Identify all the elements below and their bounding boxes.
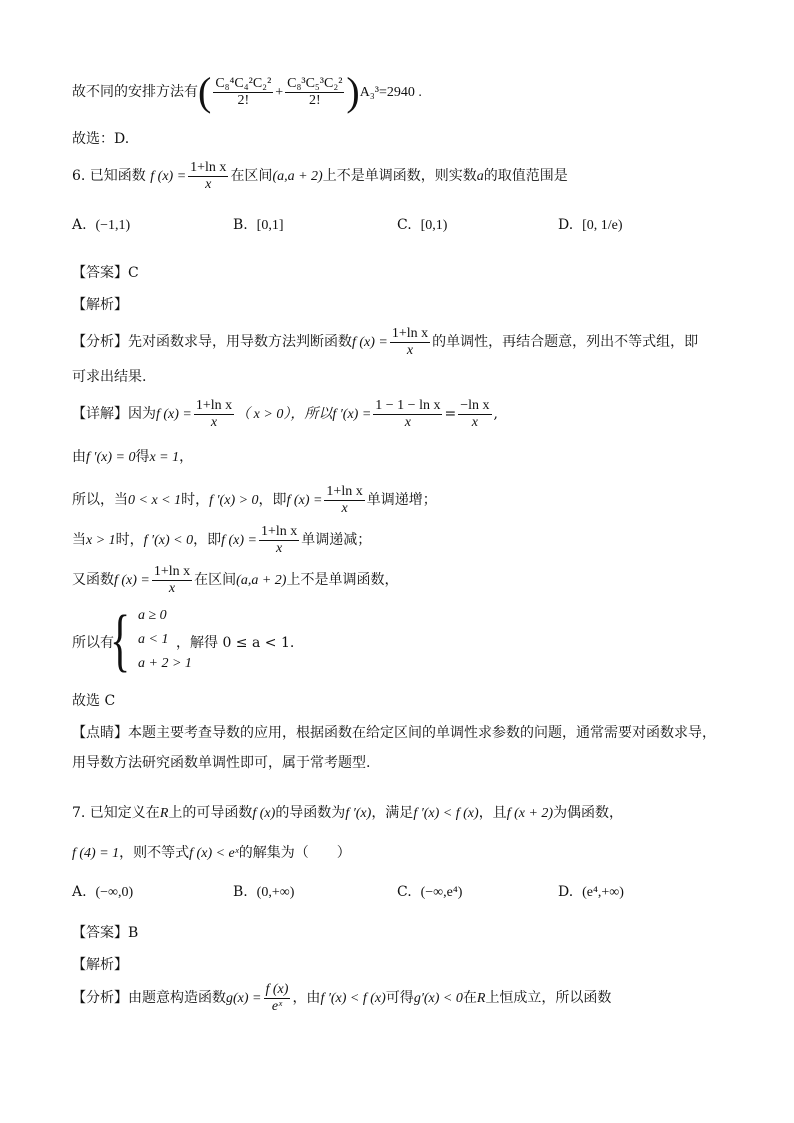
function-expr: f (x + 2) [506, 806, 554, 821]
option-d [558, 884, 624, 901]
combination-line [72, 70, 734, 114]
text: 的单调性，再结合题意，列出不等式组，即 [432, 334, 699, 350]
right-paren: ) [346, 69, 360, 114]
option-label: A. [72, 217, 87, 233]
fraction-numerator: 1+ln x [153, 563, 191, 579]
fraction-denominator: x [205, 176, 212, 192]
text: 6. 已知函数 [72, 168, 146, 184]
text: 上恒成立，所以函数 [485, 990, 612, 1006]
comment-text: 【点睛】本题主要考查导数的应用，根据函数在给定区间的单调性求参数的问题，通常需要对函数求导， [72, 725, 716, 741]
option-label: A. [72, 884, 87, 900]
text: 的解集为（ ） [238, 845, 351, 861]
function-expr: f (x) = [352, 335, 388, 350]
text: ，即 [193, 532, 222, 548]
text: ，且 [478, 805, 507, 821]
function-expr: f (x) [252, 806, 276, 821]
fraction-numerator: 1+ln x [195, 397, 233, 413]
plus-sign: + [275, 85, 284, 100]
variable: a [476, 169, 484, 184]
fraction-denominator: 2! [237, 92, 250, 108]
text: 时， [181, 492, 210, 508]
fraction [373, 398, 442, 431]
fraction-denominator: x [406, 342, 414, 358]
option-value: [0, 1/e) [582, 218, 623, 233]
fraction [188, 160, 228, 193]
increasing-line [72, 482, 734, 518]
option-value: (−∞,0) [95, 885, 134, 900]
analysis-label: 【解析】 [72, 297, 128, 313]
question-7-stem [72, 802, 734, 825]
option-value: (e⁴,+∞) [582, 885, 624, 900]
fraction [324, 484, 364, 517]
system-prefix: 所以有 [72, 635, 114, 651]
system-row: a ≥ 0 [138, 608, 167, 623]
text: 上的可导函数 [168, 805, 253, 821]
option-label: D. [558, 217, 574, 233]
text: 单调递减； [301, 532, 372, 548]
answer-label: 【答案】B [72, 925, 139, 941]
fraction-numerator: 1+ln x [391, 325, 429, 341]
text: ，即 [258, 492, 287, 508]
equation: x = 1 [149, 450, 180, 465]
condition: f ′(x) < f (x) [320, 991, 386, 1006]
option-label: C. [397, 217, 412, 233]
system-row: a < 1 [138, 632, 169, 647]
inequality: f ′(x) < 0 [143, 533, 194, 548]
option-c [397, 884, 462, 901]
condition: 0 < x < 1 [128, 493, 182, 508]
option-value: [0,1) [420, 218, 448, 233]
answer-label: 【答案】C [72, 265, 139, 281]
variable: R [476, 991, 486, 1006]
not-monotonic-line [72, 562, 734, 598]
function-expr: f (x) = [221, 533, 257, 548]
choose-c: 故选 C [72, 693, 116, 709]
text: 又函数 [72, 572, 114, 588]
text: 为偶函数， [553, 805, 624, 821]
option-value: (0,+∞) [256, 885, 295, 900]
fraction-denominator: 2! [308, 92, 321, 108]
equation: f ′(x) = 0 [86, 450, 136, 465]
left-brace: { [110, 602, 131, 679]
fraction-2 [285, 76, 344, 109]
option-b [233, 884, 294, 901]
text: ，由 [292, 990, 321, 1006]
interval: (a,a + 2) [272, 169, 323, 184]
condition: x > 1 [86, 533, 116, 548]
function-expr: f (x) = [150, 169, 187, 184]
text: 在区间 [194, 572, 237, 588]
fraction [152, 564, 192, 597]
option-a [72, 217, 130, 234]
text: 的导函数为 [275, 805, 346, 821]
derivative-expr: f ′(x) [345, 806, 372, 821]
analysis-label: 【解析】 [72, 957, 128, 973]
choose-d: 故选：D. [72, 131, 130, 147]
function-expr: f (x) = [156, 407, 192, 422]
text: 时， [115, 532, 144, 548]
detail-text: 【详解】因为f (x) = $\frac{\text{1+ln x}}{x}$ （ x > 0），所以f ′(x) = $\frac{\text{1 − 1 − ln x}}{x}$ = $\frac{\text{−ln x}}{x}$ , [72, 397, 498, 430]
option-value: (−1,1) [95, 218, 131, 233]
text: 在区间 [230, 168, 273, 184]
option-label: B. [233, 217, 248, 233]
text: 得 [135, 449, 150, 465]
system-row: a + 2 > 1 [138, 656, 192, 671]
text: ，满足 [371, 805, 414, 821]
comment-text-cont: 用导数方法研究函数单调性即可，属于常考题型. [72, 755, 371, 771]
derivative-expr: f ′(x) = [332, 407, 372, 422]
fraction-denominator: x [276, 540, 283, 556]
text: 的取值范围是 [483, 168, 568, 184]
fraction-denominator: x [471, 414, 478, 430]
option-label: D. [558, 884, 574, 900]
fraction-numerator: f (x) [265, 981, 289, 997]
option-value: [0,1] [256, 218, 284, 233]
fraction [390, 326, 430, 359]
fraction-numerator: 1+ln x [190, 159, 227, 175]
inequality: f ′(x) > 0 [209, 493, 259, 508]
condition: （ x > 0），所以 [236, 407, 333, 422]
analysis-text [72, 980, 734, 1016]
variable: R [159, 806, 169, 821]
inequality: g′(x) < 0 [413, 991, 463, 1006]
fraction-numerator: −ln x [460, 397, 490, 413]
text: 上不是单调函数， [286, 572, 399, 588]
fraction-numerator: C₈⁴C₄²C₂² [215, 75, 272, 91]
text: 故不同的安排方法有 [72, 84, 198, 100]
condition: f ′(x) < f (x) [413, 806, 479, 821]
fraction [194, 398, 234, 431]
interval: (a,a + 2) [236, 573, 287, 588]
option-c [397, 217, 447, 234]
fraction [458, 398, 491, 431]
fraction-numerator: 1+ln x [326, 483, 363, 499]
fraction-denominator: x [168, 580, 176, 596]
analysis-text [72, 324, 734, 360]
text: 【详解】因为 [72, 406, 156, 422]
option-value: (−∞,e⁴) [420, 885, 463, 900]
equation: f (4) = 1 [72, 846, 120, 861]
decreasing-line [72, 522, 734, 558]
option-a [72, 884, 133, 901]
option-label: B. [233, 884, 248, 900]
inequality: f (x) < eˣ [189, 846, 239, 861]
function-expr: f (x) = [286, 493, 323, 508]
option-d [558, 217, 623, 234]
option-label: C. [397, 884, 412, 900]
fraction-denominator: x [404, 414, 411, 430]
function-expr: f (x) = [114, 573, 150, 588]
text: 单调递增； [366, 492, 437, 508]
analysis-text-cont: 可求出结果. [72, 369, 147, 385]
text: 由 [72, 449, 86, 465]
fraction-numerator: 1 − 1 − ln x [375, 397, 441, 413]
text: ，则不等式 [119, 845, 190, 861]
left-paren: ( [198, 69, 212, 114]
fraction [259, 524, 299, 557]
fraction-numerator: C₈³C₅³C₂² [287, 75, 343, 91]
arrangement-result: A₃³=2940 . [359, 85, 422, 100]
question-6-stem [72, 158, 734, 194]
text: 【分析】先对函数求导，用导数方法判断函数 [72, 334, 352, 350]
option-b [233, 217, 283, 234]
text: 上不是单调函数，则实数 [322, 168, 477, 184]
text: 在 [462, 990, 477, 1006]
zero-derivative-line: 由f ′(x) = 0得x = 1， [72, 449, 194, 465]
question-7-stem-cont [72, 842, 734, 865]
text: 当 [72, 532, 86, 548]
fraction-denominator: x [341, 500, 348, 516]
system-solution: ，解得 0 ≤ a < 1. [176, 635, 295, 651]
text: 所以，当 [72, 492, 128, 508]
fraction-numerator: 1+ln x [260, 523, 298, 539]
text: 7. 已知定义在 [72, 805, 160, 821]
fraction [264, 982, 291, 1015]
function-expr: g(x) = [226, 991, 262, 1006]
fraction-1 [213, 76, 273, 109]
text: 【分析】由题意构造函数 [72, 990, 226, 1006]
fraction-denominator: eˣ [271, 998, 283, 1014]
fraction-denominator: x [210, 414, 218, 430]
text: 可得 [385, 990, 414, 1006]
